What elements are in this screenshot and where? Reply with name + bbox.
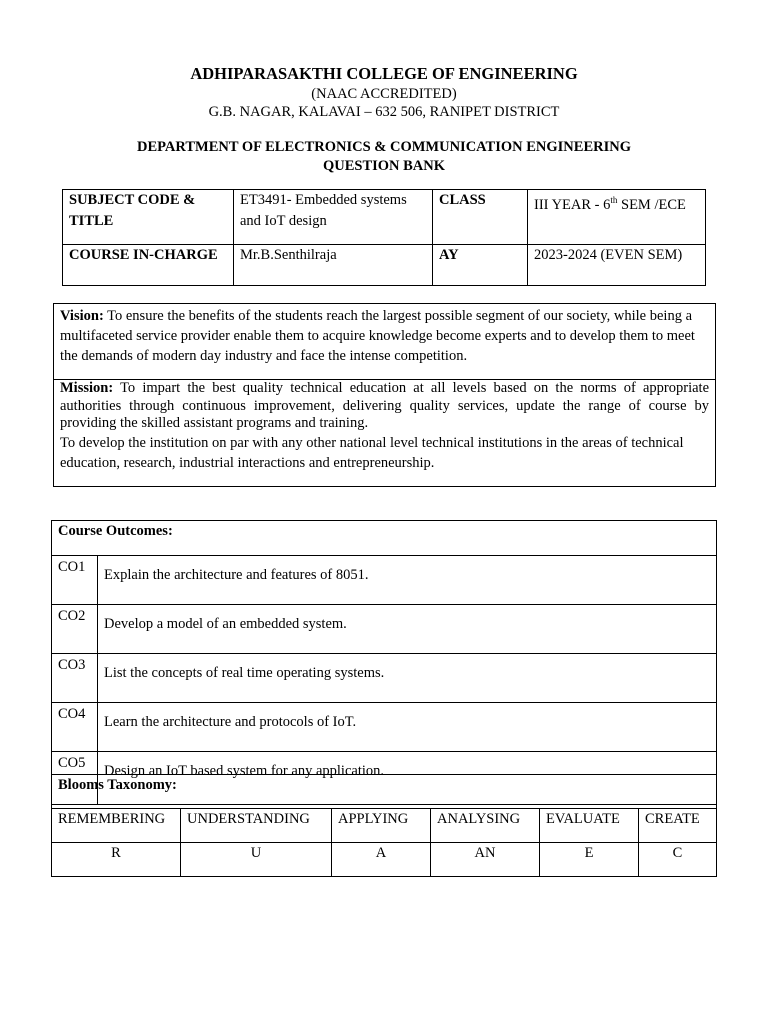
mission-text-2: To develop the institution on par with any other national level technical institutions in the areas of technical education, research, industrial interactions and entrepreneurship. — [60, 434, 684, 471]
blooms-level: UNDERSTANDING — [181, 809, 332, 843]
class-sem: SEM /ECE — [617, 196, 686, 213]
co-description: Develop a model of an embedded system. — [98, 605, 717, 654]
ay-label: AY — [433, 245, 528, 286]
blooms-level: EVALUATE — [540, 809, 639, 843]
co-description: Design an IoT based system for any application. — [98, 752, 717, 805]
blooms-level: REMEMBERING — [52, 809, 181, 843]
mission-label: Mission: — [60, 380, 114, 396]
vision-mission-box — [53, 303, 716, 487]
vision-text: To ensure the benefits of the students reach the largest possible segment of our society, while being a multifaceted service provider enable them to acquire knowledge become experts and to develop them to meet the demands of modern day industry and face the intense competition. — [60, 308, 695, 364]
college-name: ADHIPARASAKTHI COLLEGE OF ENGINEERING — [190, 64, 578, 83]
co-code: CO4 — [52, 703, 98, 752]
co-description: Learn the architecture and protocols of IoT. — [98, 703, 717, 752]
co-code: CO5 — [52, 752, 98, 805]
department-name: DEPARTMENT OF ELECTRONICS & COMMUNICATION ENGINEERING — [136, 139, 631, 155]
co-code: CO3 — [52, 654, 98, 703]
subject-label: SUBJECT CODE & TITLE — [63, 190, 234, 245]
ay-value: 2023-2024 (EVEN SEM) — [528, 245, 706, 286]
class-sup: th — [610, 195, 618, 205]
blooms-abbr: E — [540, 843, 639, 877]
mission-text-1: To impart the best quality technical education at all levels based on the norms of appropriate authorities through continuous improvement, delivering quality services, update the range of course by providing the skilled assistant programs and training. — [60, 380, 709, 431]
course-outcomes-table — [51, 520, 717, 805]
document-type: QUESTION BANK — [322, 158, 446, 174]
blooms-level: ANALYSING — [431, 809, 540, 843]
mission-paragraph-1 — [60, 380, 709, 433]
mission-cell — [54, 380, 716, 487]
blooms-abbr: A — [332, 843, 431, 877]
co-description: Explain the architecture and features of 8051. — [98, 556, 717, 605]
co-description: List the concepts of real time operating systems. — [98, 654, 717, 703]
blooms-abbr: C — [639, 843, 717, 877]
blooms-abbr: AN — [431, 843, 540, 877]
class-year: III YEAR - 6 — [534, 196, 611, 213]
vision-label: Vision: — [60, 308, 104, 324]
blooms-level: APPLYING — [332, 809, 431, 843]
blooms-abbr: R — [52, 843, 181, 877]
college-address: G.B. NAGAR, KALAVAI – 632 506, RANIPET DISTRICT — [208, 104, 560, 120]
incharge-value: Mr.B.Senthilraja — [234, 245, 433, 286]
subject-value: ET3491- Embedded systems and IoT design — [234, 190, 433, 245]
course-outcomes-title: Course Outcomes: — [52, 521, 717, 556]
co-code: CO2 — [52, 605, 98, 654]
class-value — [528, 190, 706, 245]
incharge-label: COURSE IN-CHARGE — [63, 245, 234, 286]
subject-info-table — [62, 189, 706, 286]
class-label: CLASS — [433, 190, 528, 245]
blooms-taxonomy-table — [51, 774, 717, 877]
co-code: CO1 — [52, 556, 98, 605]
accreditation: (NAAC ACCREDITED) — [311, 86, 457, 102]
blooms-title: Blooms Taxonomy: — [52, 775, 717, 809]
vision-cell — [54, 304, 716, 380]
blooms-level: CREATE — [639, 809, 717, 843]
blooms-abbr: U — [181, 843, 332, 877]
